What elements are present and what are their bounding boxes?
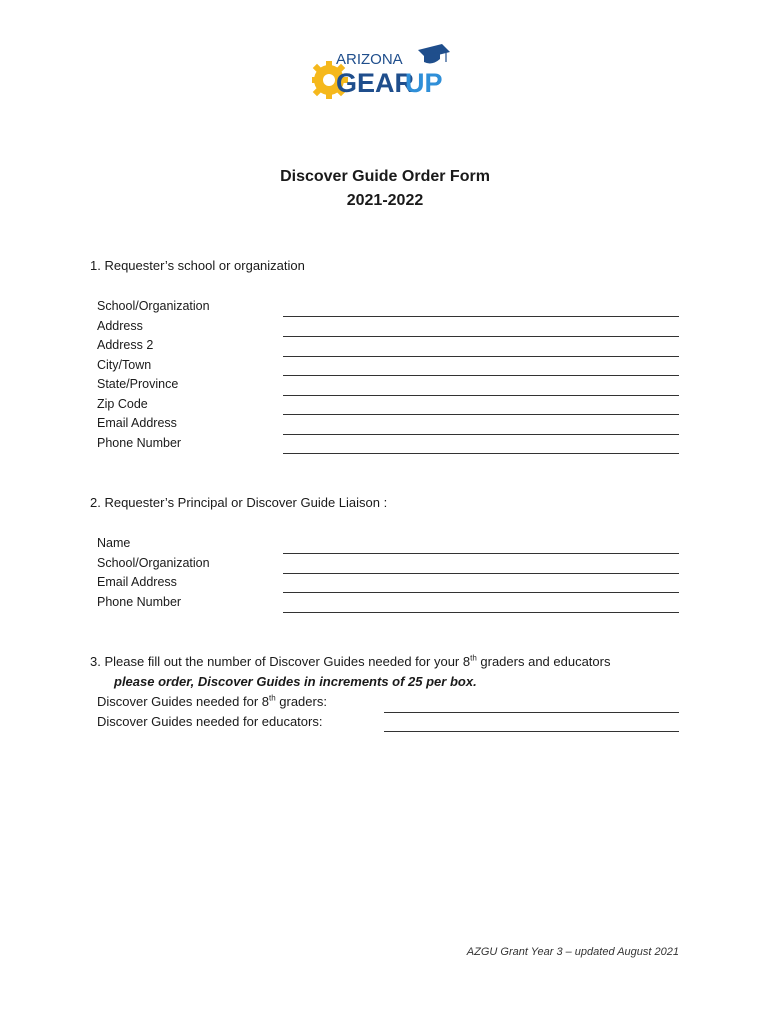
liaison-email-input-line[interactable]	[283, 592, 679, 593]
footer-note: AZGU Grant Year 3 – updated August 2021	[466, 946, 679, 958]
form-year: 2021-2022	[346, 192, 424, 209]
email-input-line[interactable]	[283, 434, 679, 435]
section2-heading: 2. Requester’s Principal or Discover Guide Liaison :	[90, 495, 388, 510]
eighth-graders-label: Discover Guides needed for 8th graders:	[97, 693, 327, 709]
field-label-state: State/Province	[97, 377, 179, 391]
name-input-line[interactable]	[283, 553, 679, 554]
logo-up-text: UP	[405, 68, 443, 98]
arizona-gearup-logo	[312, 40, 452, 104]
liaison-phone-input-line[interactable]	[283, 612, 679, 613]
field-label-address: Address	[97, 318, 143, 333]
logo-gear-text: GEAR	[336, 68, 415, 98]
logo-arizona-text: ARIZONA	[336, 51, 403, 68]
graduation-cap-icon	[418, 44, 450, 63]
field-label-liaison-email: Email Address	[97, 575, 177, 589]
address2-input-line[interactable]	[283, 356, 679, 357]
zip-input-line[interactable]	[283, 414, 679, 415]
field-label-school: School/Organization	[97, 299, 210, 313]
field-label-address2: Address 2	[97, 338, 154, 352]
section3-note: please order, Discover Guides in increments of 25 per box.	[114, 674, 477, 689]
field-label-email: Email Address	[97, 416, 177, 430]
educators-label: Discover Guides needed for educators:	[97, 714, 323, 729]
field-label-city: City/Town	[97, 357, 152, 372]
field-label-zip: Zip Code	[97, 396, 148, 411]
field-label-liaison-school: School/Organization	[97, 555, 210, 570]
liaison-school-input-line[interactable]	[283, 573, 679, 574]
form-title: Discover Guide Order Form	[280, 168, 490, 185]
eighth-graders-input-line[interactable]	[384, 712, 679, 713]
educators-input-line[interactable]	[384, 731, 679, 732]
field-label-liaison-phone: Phone Number	[97, 594, 182, 609]
phone-input-line[interactable]	[283, 453, 679, 454]
field-label-phone: Phone Number	[97, 435, 182, 450]
field-label-name: Name	[97, 536, 131, 550]
school-input-line[interactable]	[283, 316, 679, 317]
section3-heading: 3. Please fill out the number of Discover Guides needed for your 8th graders and educators	[90, 653, 611, 669]
state-input-line[interactable]	[283, 395, 679, 396]
section1-heading: 1. Requester’s school or organization	[90, 258, 305, 273]
city-input-line[interactable]	[283, 375, 679, 376]
address-input-line[interactable]	[283, 336, 679, 337]
